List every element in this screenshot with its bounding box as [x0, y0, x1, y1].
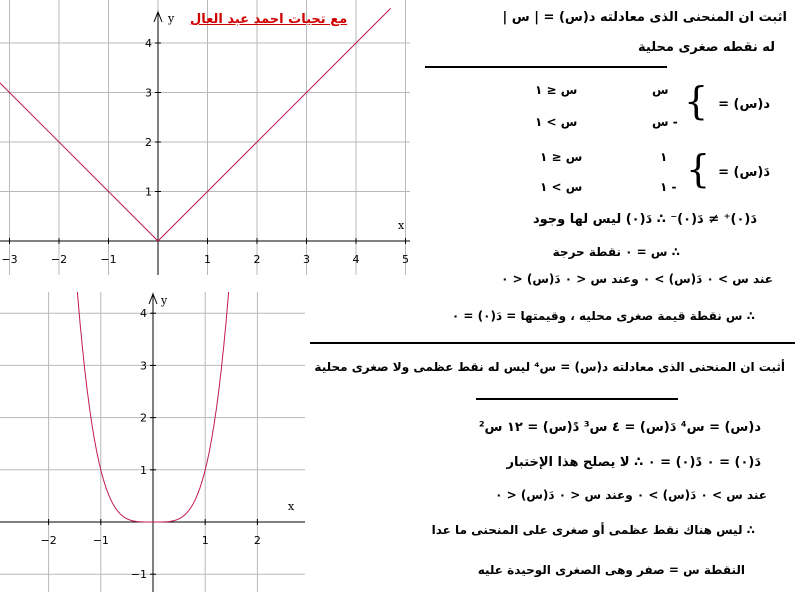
problem1-line4: دَ(٠)⁺ ≠ دَ(٠)⁻ ∴ دَ(٠) ليس لها وجود — [532, 212, 757, 227]
f-case2-cond: س > ١ — [535, 115, 578, 129]
x-tick-label: 2 — [253, 253, 261, 266]
fprime-case1-cond: س ≤ ١ — [540, 150, 583, 164]
y-tick-label: 2 — [140, 411, 147, 425]
x-tick-label: −2 — [40, 534, 57, 547]
fprime-label: دَ(س) = — [718, 165, 770, 180]
divider — [425, 66, 667, 68]
divider — [476, 398, 678, 400]
problem2-line1: د(س) = س⁴ دَ(س) = ٤ س³ دً(س) = ١٢ س² — [478, 420, 761, 435]
x-tick-label: −2 — [50, 253, 68, 266]
problem1-line5: ∴ س = ٠ نقطة حرجة — [552, 245, 680, 259]
x-tick-label: 3 — [303, 253, 310, 266]
section-divider — [310, 342, 795, 344]
quartic-graph — [0, 292, 305, 592]
fprime-case2-expr: - ١ — [660, 180, 677, 194]
y-tick-label: 4 — [140, 307, 147, 321]
y-axis-label: y — [168, 12, 175, 25]
problem2-statement: أثبت ان المنحنى الذى معادلته د(س) = س⁴ ليس له نقط عظمى ولا صغرى محلية — [314, 360, 785, 374]
x-tick-label: 1 — [204, 253, 211, 266]
fprime-brace: { — [686, 147, 711, 191]
problem2-line5: النقطة س = صفر وهى الصغرى الوحيدة عليه — [477, 563, 745, 577]
f-label: د(س) = — [718, 97, 770, 112]
f-case1-cond: س ≤ ١ — [535, 83, 578, 97]
y-tick-label: 1 — [145, 185, 152, 199]
problem1-line6: عند س > ٠ دَ(س) > ٠ وعند س < ٠ دَ(س) < ٠ — [501, 272, 773, 286]
x-tick-label: 4 — [352, 253, 360, 266]
y-tick-label: 3 — [145, 86, 152, 100]
problem2-line2: دَ(٠) = ٠ دً(٠) = ٠ ∴ لا يصلح هذا الإختبار — [506, 455, 761, 470]
fprime-case2-cond: س > ١ — [540, 180, 583, 194]
y-tick-label: 1 — [140, 463, 147, 477]
x-axis-label: x — [288, 500, 295, 513]
f-case1-expr: س — [652, 83, 669, 97]
fprime-case1-expr: ١ — [660, 150, 668, 164]
x-tick-label: −1 — [92, 534, 109, 547]
problem2-line4: ∴ ليس هناك نقط عظمى أو صغرى على المنحنى ما عدا — [431, 523, 755, 537]
problem1-statement: اثبت ان المنحنى الذى معادلته د(س) = | س | — [502, 10, 787, 25]
f-case2-expr: - س — [652, 115, 678, 129]
x-tick-label: −3 — [1, 253, 18, 266]
abs-value-graph — [0, 0, 410, 275]
problem2-line3: عند س > ٠ دَ(س) > ٠ وعند س < ٠ دَ(س) < ٠ — [495, 488, 767, 502]
y-tick-label: 2 — [145, 136, 152, 149]
problem1-line7: ∴ س نقطة قيمة صغرى محليه ، وقيمتها = دَ(٠) = ٠ — [451, 309, 755, 323]
y-tick-label: 4 — [145, 37, 152, 50]
f-brace: { — [684, 79, 709, 123]
problem1-statement-line2: له نقطه صغرى محلية — [638, 40, 775, 55]
x-axis-label: x — [398, 219, 405, 232]
author-credit: مع تحيات احمد عبد العال — [190, 12, 348, 27]
y-axis-label: y — [161, 294, 168, 307]
x-tick-label: −1 — [100, 253, 117, 266]
y-tick-label: −1 — [130, 568, 147, 582]
y-tick-label: 3 — [140, 359, 147, 373]
x-tick-label: 1 — [201, 534, 209, 547]
x-tick-label: 5 — [402, 253, 409, 266]
x-tick-label: 2 — [253, 534, 261, 547]
